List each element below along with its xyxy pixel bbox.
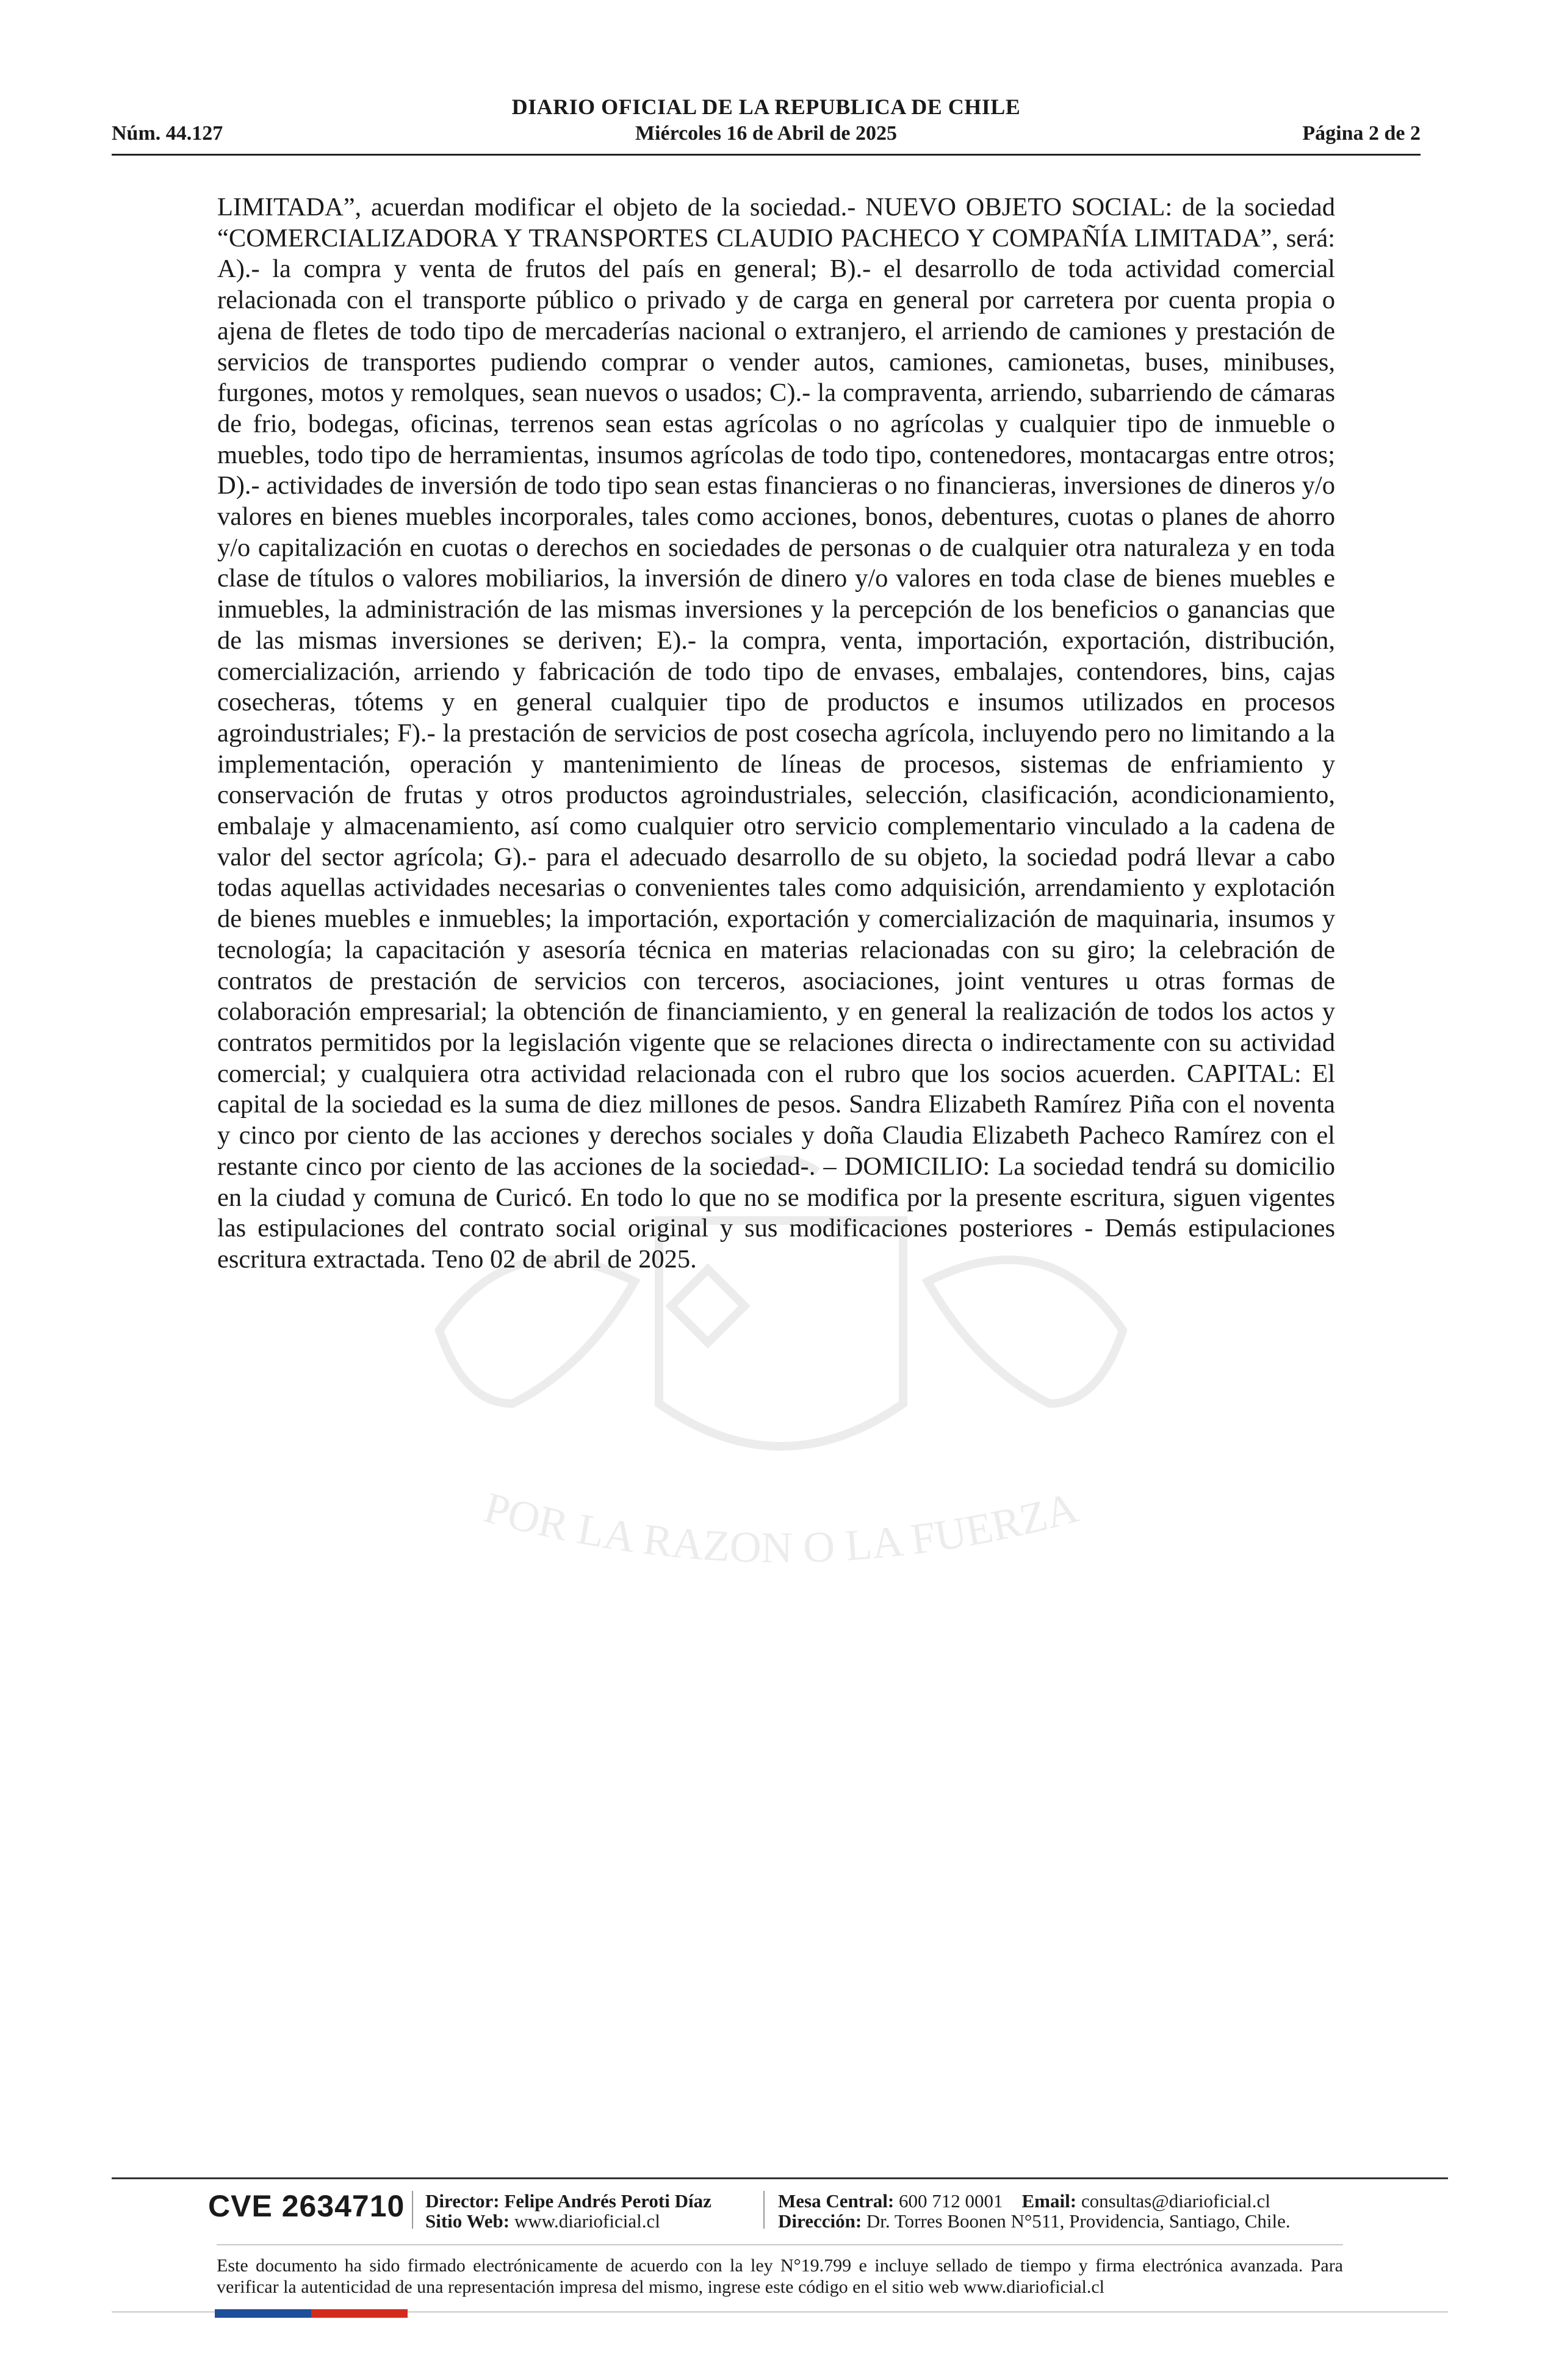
- huemul-figure: [439, 1260, 635, 1404]
- legal-notice: Este documento ha sido firmado electrónicamente de acuerdo con la ley N°19.799 e incluye sellado de tiempo y firma electrónica avanzada. Para verificar la autenticidad de una representación impresa del mismo, ingrese este código en el sitio web www.diarioficial.cl: [217, 2256, 1343, 2297]
- issue-number: Núm. 44.127: [112, 122, 223, 145]
- footer-top-divider: [112, 2177, 1448, 2179]
- email-label: Email:: [1021, 2190, 1077, 2212]
- flag-blue-segment: [215, 2309, 311, 2318]
- page-number: Página 2 de 2: [1302, 122, 1421, 145]
- extract-body-text: LIMITADA”, acuerdan modificar el objeto de la sociedad.- NUEVO OBJETO SOCIAL: de la sociedad “COMERCIALIZADORA Y TRANSPORTES CLAUDIO PACHECO Y COMPAÑÍA LIMITADA”, será: A).- la compra y venta de frutos del país en general; B).- el desarrollo de toda actividad comercial relacionada con el transporte público o privado y de carga en general por carretera por cuenta propia o ajena de fletes de todo tipo de mercaderías nacional o extranjero, el arriendo de camiones y prestación de servicios de transportes pudiendo comprar o vender autos, camiones, camionetas, buses, minibuses, furgones, motos y remolques, sean nuevos o usados; C).- la compraventa, arriendo, subarriendo de cámaras de frio, bodegas, oficinas, terrenos sean estas agrícolas o no agrícolas y cualquier tipo de inmueble o muebles, todo tipo de herramientas, insumos agrícolas de todo tipo, contenedores, montacargas entre otros; D).- actividades de inversión de todo tipo sean estas financieras o no financieras, inversiones de dineros y/o valores en bienes muebles incorporales, tales como acciones, bonos, debentures, cuotas o planes de ahorro y/o capitalización en cuotas o derechos en sociedades de personas o de cualquier otra naturaleza y en toda clase de títulos o valores mobiliarios, la inversión de dinero y/o valores en toda clase de bienes muebles e inmuebles, la administración de las mismas inversiones y la percepción de los beneficios o ganancias que de las mismas inversiones se deriven; E).- la compra, venta, importación, exportación, distribución, comercialización, arriendo y fabricación de todo tipo de envases, embalajes, contendores, bins, cajas cosecheras, tótems y en general cualquier tipo de productos e insumos utilizados en procesos agroindustriales; F).- la prestación de servicios de post cosecha agrícola, incluyendo pero no limitando a la implementación, operación y mantenimiento de líneas de procesos, sistemas de enfriamiento y conservación de frutas y otros productos agroindustriales, selección, clasificación, acondicionamiento, embalaje y almacenamiento, así como cualquier otro servicio complementario vinculado a la cadena de valor del sector agrícola; G).- para el adecuado desarrollo de su objeto, la sociedad podrá llevar a cabo todas aquellas actividades necesarias o convenientes tales como adquisición, arrendamiento y explotación de bienes muebles e inmuebles; la importación, exportación y comercialización de maquinaria, insumos y tecnología; la capacitación y asesoría técnica en materias relacionadas con su giro; la celebración de contratos de prestación de servicios con terceros, asociaciones, joint ventures u otras formas de colaboración empresarial; la obtención de financiamiento, y en general la realización de todos los actos y contratos permitidos por la legislación vigente que se relaciones directa o indirectamente con su actividad comercial; y cualquiera otra actividad relacionada con el rubro que los socios acuerden. CAPITAL: El capital de la sociedad es la suma de diez millones de pesos. Sandra Elizabeth Ramírez Piña con el noventa y cinco por ciento de las acciones y derechos sociales y doña Claudia Elizabeth Pacheco Ramírez con el restante cinco por ciento de las acciones de la sociedad-. – DOMICILIO: La sociedad tendrá su domicilio en la ciudad y comuna de Curicó. En todo lo que no se modifica por la presente escritura, siguen vigentes las estipulaciones del contrato social original y sus modificaciones posteriores - Demás estipulaciones escritura extractada. Teno 02 de abril de 2025.: [217, 193, 1335, 1274]
- director-label: Director:: [425, 2190, 500, 2212]
- shield-star: [671, 1269, 744, 1343]
- phone-label: Mesa Central:: [778, 2190, 895, 2212]
- newspaper-title: DIARIO OFICIAL DE LA REPUBLICA DE CHILE: [511, 95, 1021, 119]
- email-link[interactable]: consultas@diarioficial.cl: [1081, 2190, 1270, 2212]
- website-label: Sitio Web:: [425, 2210, 510, 2232]
- cve-code: CVE 2634710: [208, 2189, 405, 2223]
- header-divider: [112, 154, 1421, 156]
- motto-text: POR LA RAZON O LA FUERZA: [479, 1482, 1083, 1573]
- website-link[interactable]: www.diarioficial.cl: [514, 2210, 660, 2232]
- page-header: [112, 90, 1421, 157]
- footer-contact-column: [778, 2191, 1291, 2231]
- flag-stripe: [215, 2309, 408, 2318]
- page-footer: [112, 2177, 1448, 2330]
- condor-figure: [927, 1260, 1123, 1404]
- footer-separator: [412, 2191, 413, 2229]
- issue-date: Miércoles 16 de Abril de 2025: [635, 122, 898, 145]
- address-value: Dr. Torres Boonen N°511, Providencia, Santiago, Chile.: [866, 2210, 1291, 2232]
- footer-separator: [763, 2191, 765, 2229]
- flag-red-segment: [311, 2309, 408, 2318]
- footer-director-column: [425, 2191, 711, 2231]
- director-name: Felipe Andrés Peroti Díaz: [504, 2190, 711, 2212]
- phone-number: 600 712 0001: [899, 2190, 1003, 2212]
- address-label: Dirección:: [778, 2210, 862, 2232]
